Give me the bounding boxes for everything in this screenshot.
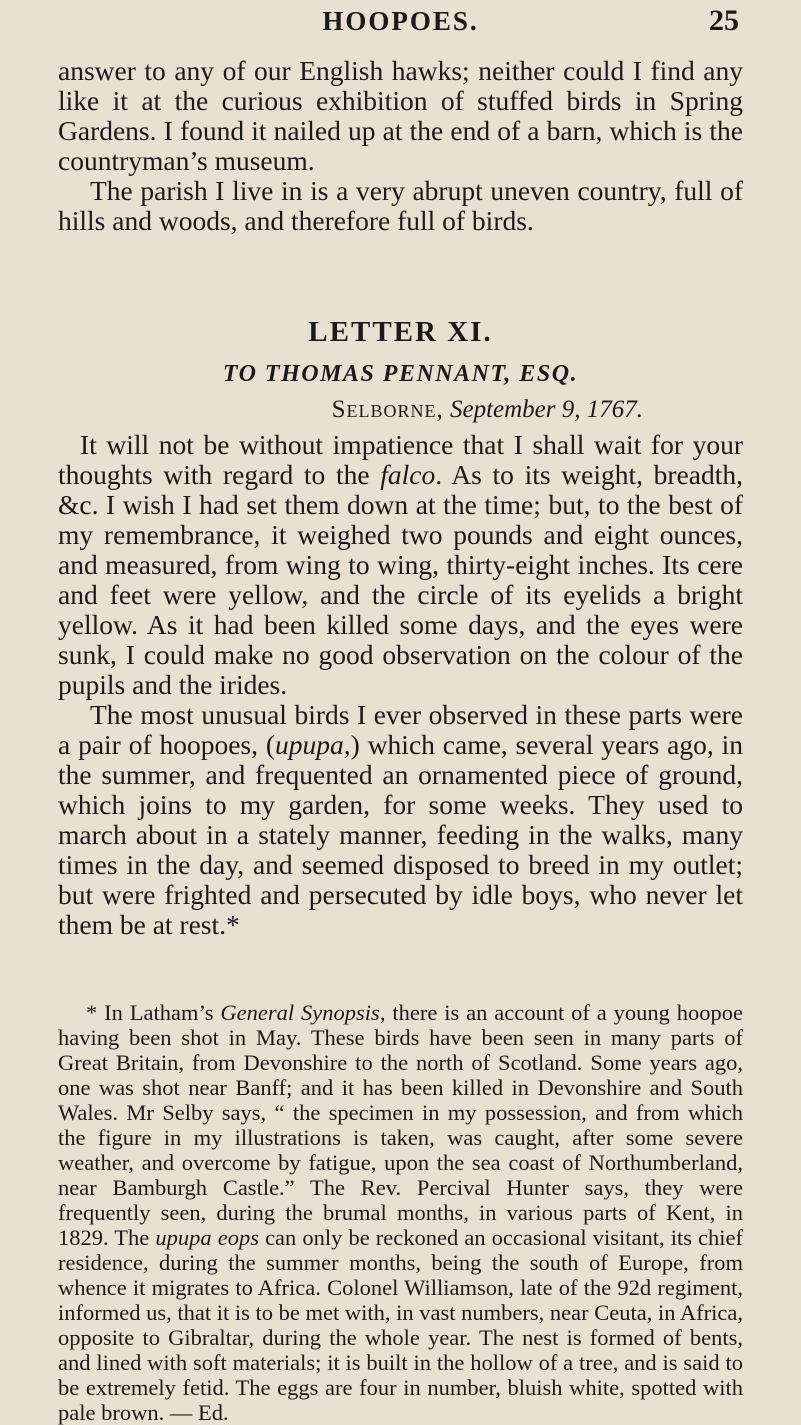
footnote [58, 1000, 743, 1425]
running-title: HOOPOES. [322, 6, 479, 36]
page-number: 25 [709, 4, 739, 37]
parish-paragraph: The parish I live in is a very abrupt uneven country, full of hills and woods, and therefore full of birds. [58, 175, 743, 236]
para2-text-b: ) which came, several years ago, in the summer, and frequented an ornamented piece of ground, which joins to my garden, for some weeks. They used to march about in a stately manner, feeding in the walks, many times in the day, and seemed disposed to breed in my outlet; but were frighted and persecuted by idle boys, who never let them be at rest.* [58, 729, 743, 940]
footnote-text-a: * In Latham’s [86, 1000, 221, 1025]
falco-term: falco [380, 459, 436, 490]
footnote-text-b: , there is an account of a young hoopoe having been shot in May. These birds have been seen in many parts of Great Britain, from Devonshire to the north of Scotland. Some years ago, one was shot near Banff; and it has been killed in Devonshire and South Wales. Mr Selby says, “ the specimen in my possession, and from which the figure in my illustrations is taken, was caught, after some severe weather, and overcome by fatigue, upon the sea coast of Northumberland, near Bamburgh Castle.” The Rev. Percival Hunter says, they were frequently seen, during the brumal months, in various parts of Kent, in 1829. The [58, 1000, 744, 1250]
dateline-date: September 9, 1767. [449, 396, 643, 423]
continued-paragraph: answer to any of our English hawks; neither could I find any like it at the curious exhibition of stuffed birds in Spring Gardens. I found it nailed up at the end of a barn, which is the countryman’s museum. [58, 55, 743, 176]
letter-paragraph-1 [58, 430, 743, 700]
para1-text-a: It will not be without impatience that I shall wait for your thoughts with regard to the [58, 429, 743, 490]
dateline-place: Selborne, [331, 396, 444, 423]
footnote-paragraph [58, 1000, 743, 1425]
letter-dateline [58, 396, 643, 424]
para2-text-a: The most unusual birds I ever observed in these parts were a pair of hoopoes, ( [58, 699, 743, 760]
footnote-text-c: can only be reckoned an occasional visitant, its chief residence, during the summer months, being the south of Europe, from whence it migrates to Africa. Colonel Williamson, late of the 92d regiment, informed us, that it is to be met with, in vast numbers, near Ceuta, in Africa, opposite to Gibraltar, during the whole year. The nest is formed of bents, and lined with soft materials; it is built in the hollow of a tree, and is said to be extremely fetid. The eggs are four in number, bluish white, spotted with pale brown. — Ed. [58, 1225, 744, 1425]
letter-addressee: TO THOMAS PENNANT, ESQ. [222, 361, 579, 387]
upupa-term: upupa, [275, 729, 351, 760]
letter-heading: LETTER XI. [308, 316, 493, 348]
para1-text-b: . As to its weight, breadth, &c. I wish I had set them down at the time; but, to the best of my remembrance, it weighed two pounds and eight ounces, and measured, from wing to wing, thirty-eight inches. Its cere and feet were yellow, and the circle of its eyelids a bright yellow. As it had been killed some days, and the eyes were sunk, I could make no good observation on the colour of the pupils and the irides. [58, 459, 743, 700]
synopsis-title: General Synopsis [220, 1000, 380, 1025]
running-head [58, 0, 743, 56]
upupa-eops-term: upupa eops [155, 1225, 259, 1250]
letter-paragraph-2 [58, 700, 743, 940]
